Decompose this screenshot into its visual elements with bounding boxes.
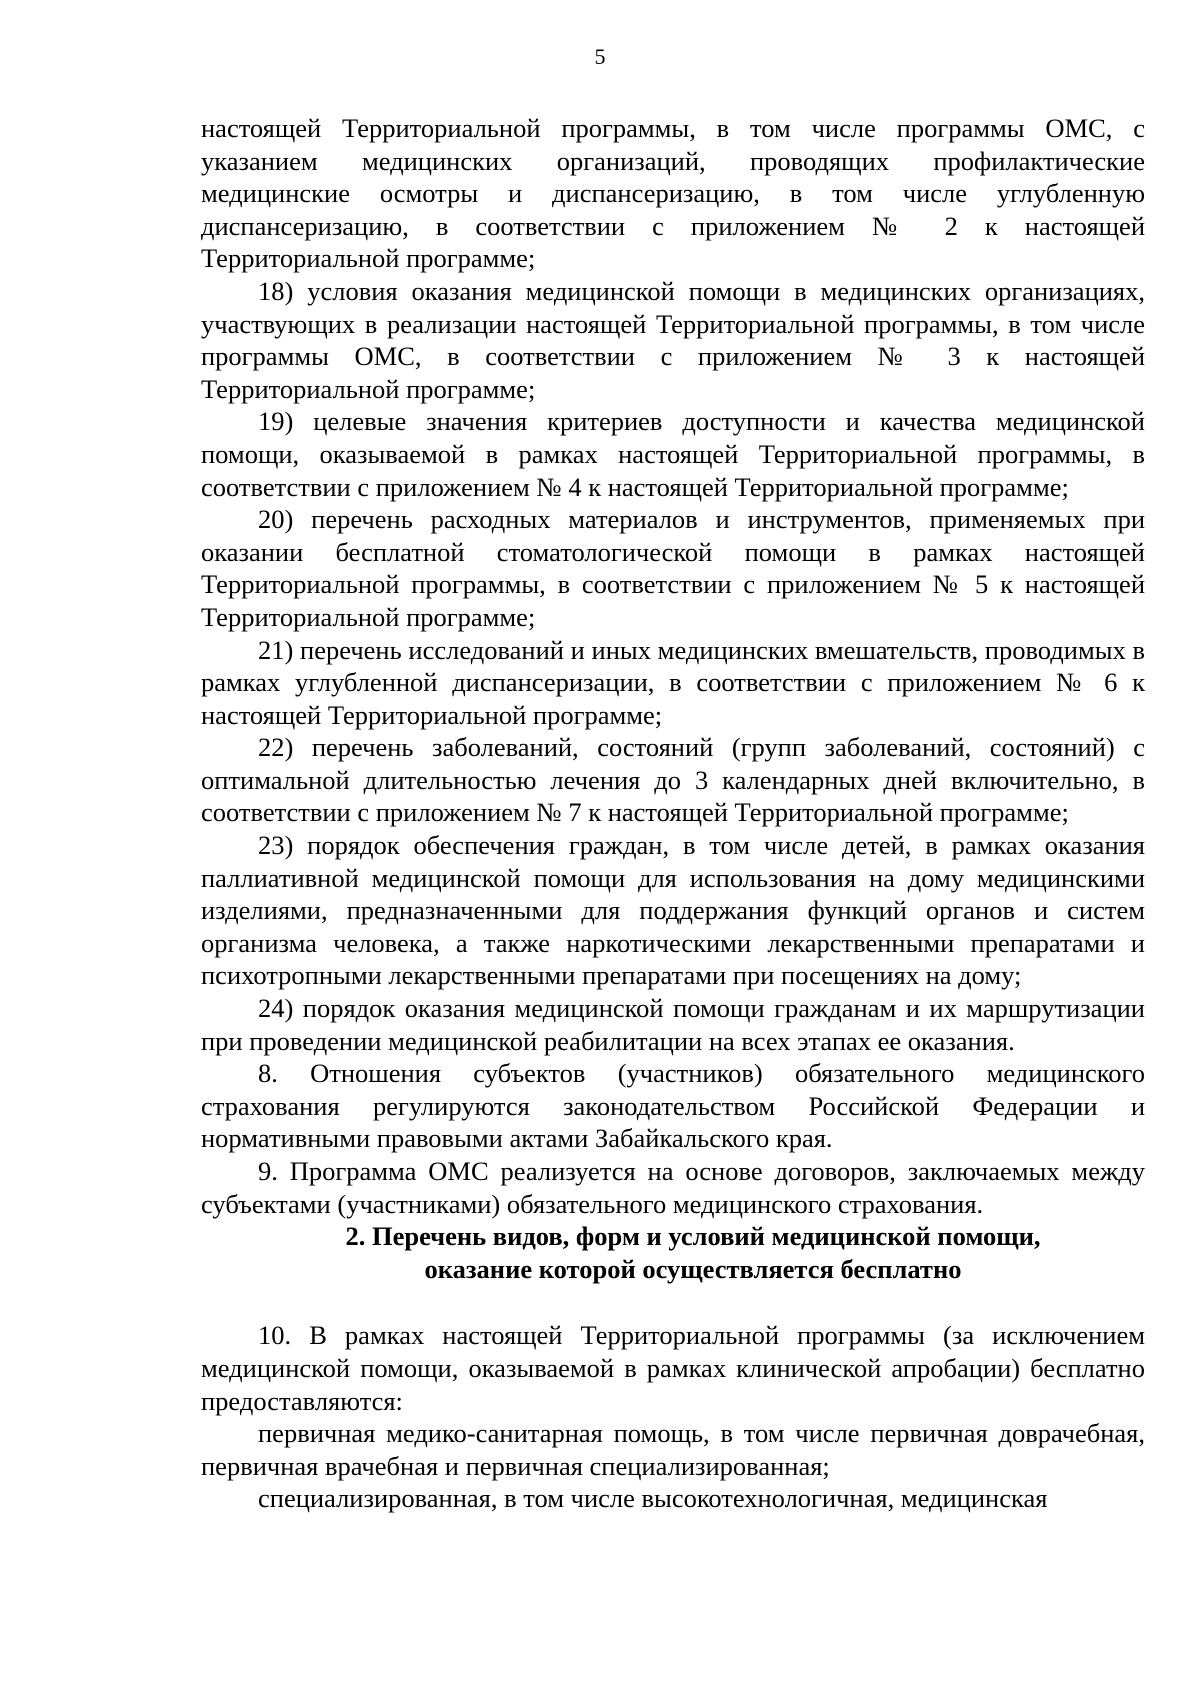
list-item-21: 21) перечень исследований и иных медицинских вмешательств, проводимых в рамках углубленной диспансеризации, в соответствии с приложением № 6 к настоящей Территориальной программе;	[201, 634, 1145, 730]
list-item-specialized-care: специализированная, в том числе высокотехнологичная, медицинская	[258, 1483, 1048, 1514]
section-heading-line-2: оказание которой осуществляется бесплатно	[424, 1253, 962, 1284]
list-item-24: 24) порядок оказания медицинской помощи гражданам и их маршрутизации при проведении медицинской реабилитации на всех этапах ее оказания.	[201, 993, 1145, 1056]
paragraph-continuation: настоящей Территориальной программы, в том числе программы ОМС, с указанием медицинских организаций, проводящих профилактические медицинские осмотры и диспансеризацию, в том числе углубленную диспансеризацию, в соответствии с приложением № 2 к настоящей Территориальной программе;	[201, 113, 1145, 274]
heading-spacer	[201, 1285, 1145, 1319]
section-heading-line-1: 2. Перечень видов, форм и условий медицинской помощи,	[345, 1221, 1041, 1252]
clause-8: 8. Отношения субъектов (участников) обязательного медицинского страхования регулируются законодательством Российской Федерации и нормативными правовыми актами Забайкальского края.	[201, 1058, 1145, 1154]
list-item-20: 20) перечень расходных материалов и инструментов, применяемых при оказании бесплатной стоматологической помощи в рамках настоящей Территориальной программы, в соответствии с приложением № 5 к настоящей Территориальной программе;	[201, 504, 1145, 632]
section-heading	[201, 1220, 1145, 1285]
list-item-19: 19) целевые значения критериев доступности и качества медицинской помощи, оказываемой в рамках настоящей Территориальной программы, в соответствии с приложением № 4 к настоящей Территориальной программе;	[201, 406, 1145, 502]
list-item-23: 23) порядок обеспечения граждан, в том числе детей, в рамках оказания паллиативной медицинской помощи для использования на дому медицинскими изделиями, предназначенными для поддержания функций органов и систем организма человека, а также наркотическими лекарственными препаратами и психотропными лекарственными препаратами при посещениях на дому;	[201, 830, 1145, 991]
page-number: 5	[594, 44, 606, 69]
clause-9: 9. Программа ОМС реализуется на основе договоров, заключаемых между субъектами (участниками) обязательного медицинского страхования.	[201, 1156, 1145, 1219]
list-item-18: 18) условия оказания медицинской помощи в медицинских организациях, участвующих в реализации настоящей Территориальной программы, в том числе программы ОМС, в соответствии с приложением № 3 к настоящей Территориальной программе;	[201, 275, 1145, 404]
clause-10: 10. В рамках настоящей Территориальной программы (за исключением медицинской помощи, оказываемой в рамках клинической апробации) бесплатно предоставляются:	[201, 1320, 1145, 1416]
list-item-primary-care: первичная медико-санитарная помощь, в том числе первичная доврачебная, первичная врачебная и первичная специализированная;	[201, 1418, 1145, 1481]
document-body	[201, 112, 1145, 1515]
list-item-22: 22) перечень заболеваний, состояний (групп заболеваний, состояний) с оптимальной длительностью лечения до 3 календарных дней включительно, в соответствии с приложением № 7 к настоящей Территориальной программе;	[201, 732, 1145, 828]
